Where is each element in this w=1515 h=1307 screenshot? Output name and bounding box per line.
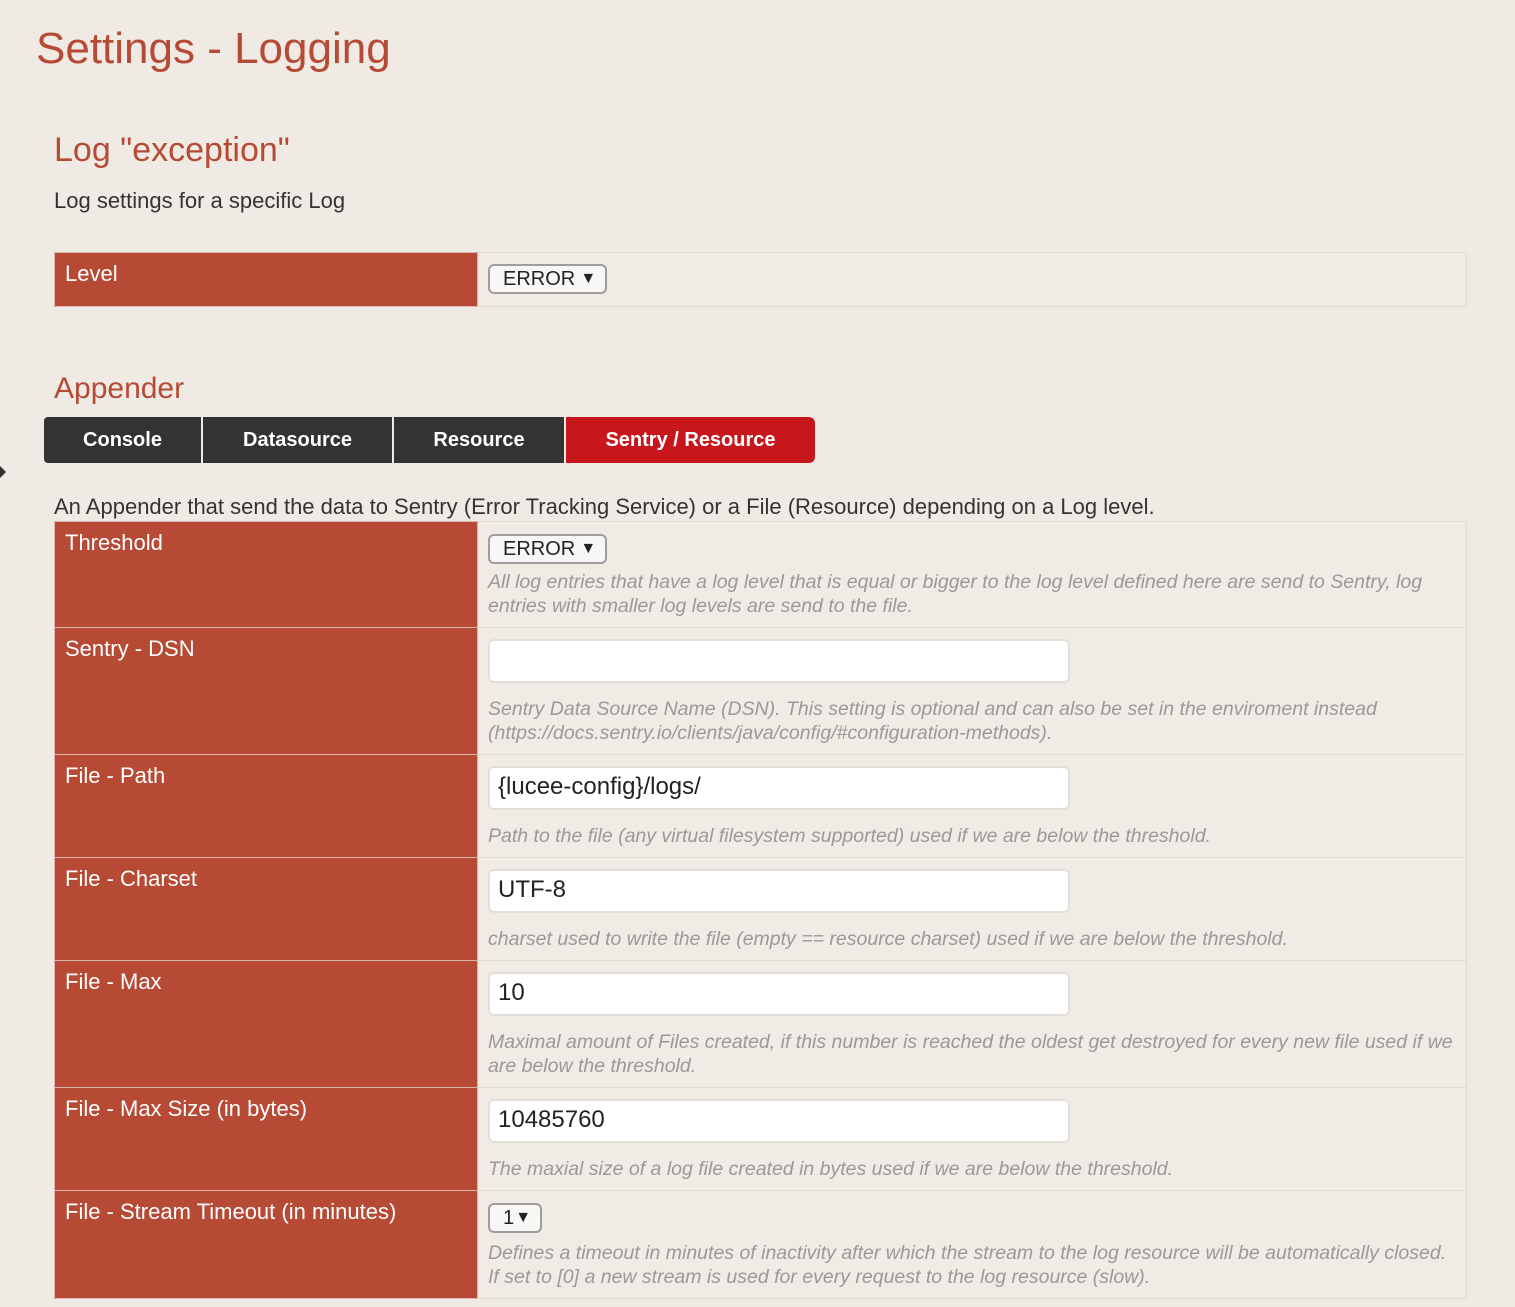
stream-timeout-cell xyxy=(478,1191,1467,1299)
tab-sentry-resource[interactable]: Sentry / Resource xyxy=(566,417,815,463)
file-path-input[interactable]: {lucee-config}/logs/ xyxy=(488,766,1070,810)
dropdown-arrow-icon: ▼ xyxy=(580,540,597,557)
appender-description: An Appender that send the data to Sentry (Error Tracking Service) or a File (Resource) depending on a Log level. xyxy=(54,494,1155,519)
threshold-select[interactable] xyxy=(488,534,607,564)
file-max-size-cell xyxy=(478,1088,1467,1191)
file-charset-cell xyxy=(478,858,1467,961)
file-max-size-input[interactable]: 10485760 xyxy=(488,1099,1070,1143)
file-max-size-label: File - Max Size (in bytes) xyxy=(55,1088,478,1191)
level-row xyxy=(55,253,1467,307)
caret-right-icon xyxy=(0,466,6,478)
stream-timeout-select-value: 1 xyxy=(503,1207,515,1229)
tab-datasource[interactable]: Datasource xyxy=(203,417,394,463)
threshold-row xyxy=(55,522,1467,628)
threshold-select-value: ERROR xyxy=(503,538,576,560)
file-max-row xyxy=(55,961,1467,1088)
log-description: Log settings for a specific Log xyxy=(54,188,346,213)
file-charset-row xyxy=(55,858,1467,961)
file-path-label: File - Path xyxy=(55,755,478,858)
threshold-help: All log entries that have a log level that is equal or bigger to the log level defined here are send to Sentry, log entries with smaller log levels are send to the file. xyxy=(488,571,1423,617)
file-max-size-row xyxy=(55,1088,1467,1191)
level-cell xyxy=(478,253,1467,307)
appender-tabs xyxy=(44,417,815,463)
appender-settings-table xyxy=(54,521,1467,1299)
file-max-input[interactable]: 10 xyxy=(488,972,1070,1016)
file-path-row xyxy=(55,755,1467,858)
file-max-size-help: The maxial size of a log file created in bytes used if we are below the threshold. xyxy=(488,1158,1174,1180)
sentry-dsn-row xyxy=(55,628,1467,755)
log-settings-table xyxy=(54,252,1467,307)
dropdown-arrow-icon: ▼ xyxy=(580,270,597,287)
sentry-dsn-label: Sentry - DSN xyxy=(55,628,478,755)
file-charset-label: File - Charset xyxy=(55,858,478,961)
tab-resource[interactable]: Resource xyxy=(394,417,566,463)
file-charset-input[interactable]: UTF-8 xyxy=(488,869,1070,913)
tab-console[interactable]: Console xyxy=(44,417,203,463)
threshold-label: Threshold xyxy=(55,522,478,628)
sentry-dsn-help: Sentry Data Source Name (DSN). This setting is optional and can also be set in the enviroment instead (https://docs.sentry.io/clients/java/config/#configuration-methods). xyxy=(488,698,1377,744)
dropdown-arrow-icon: ▼ xyxy=(515,1209,532,1226)
sentry-dsn-input[interactable] xyxy=(488,639,1070,683)
log-title: Log "exception" xyxy=(54,131,290,169)
threshold-cell xyxy=(478,522,1467,628)
file-charset-help: charset used to write the file (empty == resource charset) used if we are below the threshold. xyxy=(488,928,1288,950)
stream-timeout-help: Defines a timeout in minutes of inactivity after which the stream to the log resource will be automatically closed. If set to [0] a new stream is used for every request to the log resource (slow). xyxy=(488,1242,1447,1288)
stream-timeout-select[interactable] xyxy=(488,1203,542,1233)
file-path-cell xyxy=(478,755,1467,858)
file-path-help: Path to the file (any virtual filesystem supported) used if we are below the threshold. xyxy=(488,825,1211,847)
level-select[interactable] xyxy=(488,264,607,294)
file-max-cell xyxy=(478,961,1467,1088)
stream-timeout-row xyxy=(55,1191,1467,1299)
page-title: Settings - Logging xyxy=(36,24,391,73)
file-max-help: Maximal amount of Files created, if this number is reached the oldest get destroyed for every new file used if we are below the threshold. xyxy=(488,1031,1453,1077)
level-label: Level xyxy=(55,253,478,307)
file-max-label: File - Max xyxy=(55,961,478,1088)
stream-timeout-label: File - Stream Timeout (in minutes) xyxy=(55,1191,478,1299)
appender-title: Appender xyxy=(54,372,185,405)
level-select-value: ERROR xyxy=(503,268,576,290)
sentry-dsn-cell xyxy=(478,628,1467,755)
